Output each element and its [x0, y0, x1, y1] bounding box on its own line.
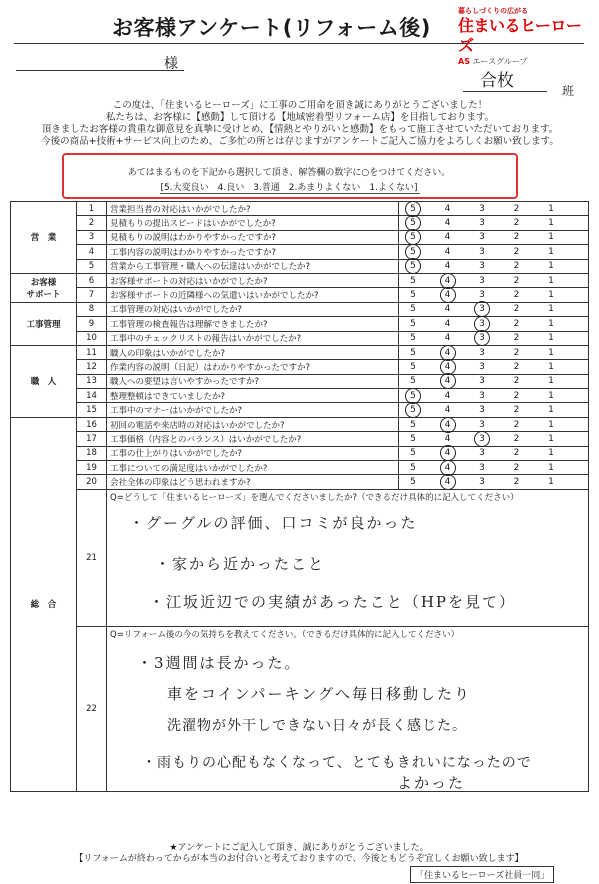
rating-option[interactable]: 5	[410, 477, 416, 488]
question-number: 21	[77, 489, 107, 626]
question-number: 3	[77, 230, 107, 244]
rating-option[interactable]: 3	[479, 246, 485, 257]
question-number: 7	[77, 288, 107, 302]
rating-scale	[407, 333, 557, 343]
rating-option[interactable]: 1	[548, 448, 554, 459]
rating-scale	[407, 319, 557, 329]
customer-suffix: 様	[164, 56, 178, 72]
rating-option[interactable]: 5	[407, 391, 419, 401]
question-number: 13	[77, 374, 107, 388]
question-text: 初回の電話や来店時の対応はいかがでしたか?	[107, 417, 399, 431]
rating-option[interactable]: 4	[442, 290, 454, 300]
rating-option[interactable]: 2	[513, 275, 520, 286]
rating-cell	[399, 461, 589, 475]
handwritten-answer: ・家から近かったこと	[155, 554, 326, 573]
question-text: お客様サポートの近隣様への気遣いはいかがでしたか?	[107, 288, 399, 302]
question-number: 9	[77, 317, 107, 331]
rating-scale	[407, 290, 557, 300]
rating-scale	[407, 463, 557, 473]
rating-option[interactable]: 3	[479, 232, 485, 243]
rating-cell	[399, 345, 589, 359]
handwritten-answer: ・グーグルの評価、口コミが良かった	[129, 513, 418, 532]
question-number: 10	[77, 331, 107, 345]
rating-cell	[399, 389, 589, 403]
handwritten-answer: 車をコインパーキングへ毎日移動したり	[167, 684, 472, 703]
question-number: 20	[77, 475, 107, 489]
rating-cell	[399, 403, 589, 417]
rating-cell	[399, 417, 589, 431]
question-row	[11, 317, 589, 331]
question-text: 営業担当者の対応はいかがでしたか?	[107, 202, 399, 216]
rating-option[interactable]: 3	[476, 304, 488, 314]
rating-option[interactable]: 5	[410, 333, 416, 344]
question-number: 4	[77, 245, 107, 259]
question-number: 1	[77, 202, 107, 216]
handwritten-answer: ・雨もりの心配もなくなって、とてもきれいになったので	[142, 754, 532, 771]
rating-option[interactable]: 2	[513, 448, 520, 459]
rating-option[interactable]: 4	[444, 390, 451, 401]
rating-option[interactable]: 2	[513, 318, 520, 329]
rating-option[interactable]: 1	[548, 290, 554, 301]
rating-option[interactable]: 2	[513, 203, 520, 214]
rating-option[interactable]: 4	[444, 203, 451, 214]
rating-scale	[407, 247, 557, 257]
rating-cell	[399, 446, 589, 460]
rating-option[interactable]: 3	[479, 290, 485, 301]
question-row	[11, 288, 589, 302]
rating-option[interactable]: 2	[513, 361, 520, 372]
footer-signature: 「住まいるヒーローズ社員一同」	[410, 866, 554, 883]
question-text: 工事中のマナーはいかがでしたか?	[107, 403, 399, 417]
question-number: 17	[77, 432, 107, 446]
rating-option[interactable]: 3	[479, 419, 485, 430]
rating-option[interactable]: 1	[548, 361, 554, 372]
rating-option[interactable]: 2	[513, 405, 520, 416]
footer-message: 【リフォームが終わってからが本当のお付合いと考えておりますので、今後ともどうぞ宜しくお願い致します】	[74, 854, 524, 864]
rating-option[interactable]: 3	[479, 405, 485, 416]
rating-scale	[407, 434, 557, 444]
rating-option[interactable]: 4	[444, 304, 451, 315]
rating-option[interactable]: 3	[479, 347, 485, 358]
rating-option[interactable]: 2	[513, 232, 520, 243]
rating-option[interactable]: 3	[479, 203, 485, 214]
rating-option[interactable]: 4	[444, 318, 451, 329]
rating-option[interactable]: 3	[476, 333, 488, 343]
question-text: 整理整頓はできていましたか?	[107, 389, 399, 403]
question-text: 工事管理の検査報告は理解できましたか?	[107, 317, 399, 331]
rating-option[interactable]: 3	[476, 319, 488, 329]
handwritten-answer: 洗濯物が外干しできない日々が長く感じた。	[167, 717, 467, 734]
rating-option[interactable]: 5	[407, 247, 419, 257]
rating-cell	[399, 245, 589, 259]
rating-cell	[399, 302, 589, 316]
footer-thanks: ★アンケートにご記入して頂き、誠にありがとうございました。	[169, 843, 429, 853]
question-row	[11, 331, 589, 345]
rating-scale	[407, 348, 557, 358]
rating-option[interactable]: 2	[513, 246, 520, 257]
question-row	[11, 360, 589, 374]
question-row	[11, 259, 589, 273]
question-row	[11, 446, 589, 460]
question-row	[11, 475, 589, 489]
question-number: 8	[77, 302, 107, 316]
rating-option[interactable]: 4	[444, 405, 451, 416]
footer	[10, 843, 588, 865]
rating-cell	[399, 273, 589, 287]
rating-option[interactable]: 5	[410, 290, 416, 301]
question-prompt-21: Q=どうして「住まいるヒーローズ」を選んでくださいましたか?（できるだけ具体的に記入してください）	[110, 492, 519, 503]
rating-option[interactable]: 1	[548, 462, 554, 473]
rating-option[interactable]: 2	[513, 462, 520, 473]
rating-option[interactable]: 3	[479, 376, 485, 387]
category-label: 職 人	[11, 345, 77, 417]
rating-option[interactable]: 5	[407, 261, 419, 271]
rating-option[interactable]: 5	[407, 232, 419, 242]
rating-option[interactable]: 5	[407, 218, 419, 228]
rating-option[interactable]: 2	[513, 347, 520, 358]
rating-option[interactable]: 5	[407, 204, 419, 214]
rating-option[interactable]: 5	[410, 376, 416, 387]
logo-group	[458, 56, 588, 67]
rating-option[interactable]: 4	[444, 433, 451, 444]
rating-scale	[407, 304, 557, 314]
rating-option[interactable]: 1	[548, 390, 554, 401]
question-text: 職人の印象はいかがでしたか?	[107, 345, 399, 359]
question-text: 会社全体の印象はどう思われますか?	[107, 475, 399, 489]
instructions-underline	[160, 193, 420, 194]
question-text: 見積もりの提出スピードはいかがでしたか?	[107, 216, 399, 230]
intro-line: 頂きましたお客様の貴重な御意見を真摯に受けとめ、【情熱とやりがいと感動】をもって施工させていただいております。	[41, 124, 559, 135]
rating-option[interactable]: 2	[513, 419, 520, 430]
question-number: 5	[77, 259, 107, 273]
rating-option[interactable]: 4	[442, 362, 454, 372]
rating-option[interactable]: 1	[548, 376, 554, 387]
rating-option[interactable]: 5	[410, 318, 416, 329]
question-text: 工事についての満足度はいかがでしたか?	[107, 461, 399, 475]
category-label: 営 業	[11, 202, 77, 274]
rating-scale	[407, 420, 557, 430]
rating-option[interactable]: 2	[513, 304, 520, 315]
rating-cell	[399, 317, 589, 331]
rating-option[interactable]: 3	[479, 477, 485, 488]
rating-cell	[399, 202, 589, 216]
rating-option[interactable]: 3	[479, 462, 485, 473]
rating-option[interactable]: 3	[479, 261, 485, 272]
rating-cell	[399, 360, 589, 374]
rating-option[interactable]: 4	[444, 246, 451, 257]
rating-scale	[407, 391, 557, 401]
question-row	[11, 345, 589, 359]
handwritten-answer: ・江坂近辺での実績があったこと（HPを見て）	[149, 592, 517, 611]
rating-option[interactable]: 2	[513, 390, 520, 401]
staff-name-line	[463, 91, 547, 92]
handwritten-answer: よかった	[397, 773, 466, 792]
rating-option[interactable]: 4	[442, 448, 454, 458]
question-row	[11, 432, 589, 446]
question-number: 16	[77, 417, 107, 431]
rating-option[interactable]: 1	[548, 419, 554, 430]
rating-option[interactable]: 1	[548, 246, 554, 257]
rating-cell	[399, 331, 589, 345]
question-row	[11, 216, 589, 230]
rating-option[interactable]: 1	[548, 477, 554, 488]
intro-line: 私たちは、お客様に【感動】して頂ける【地域密着型リフォーム店】を目指しております。	[105, 112, 495, 123]
rating-scale	[407, 448, 557, 458]
rating-cell	[399, 230, 589, 244]
instructions-line1: あてはまるものを下記から選択して頂き、解答欄の数字に○をつけてください。	[127, 168, 451, 178]
rating-option[interactable]: 3	[479, 275, 485, 286]
rating-option[interactable]: 3	[479, 448, 485, 459]
rating-option[interactable]: 4	[442, 348, 454, 358]
question-text: お客様サポートの対応はいかがでしたか?	[107, 273, 399, 287]
question-row	[11, 461, 589, 475]
rating-option[interactable]: 5	[410, 448, 416, 459]
question-number: 15	[77, 403, 107, 417]
question-text: 作業内容の説明（日記）はわかりやすかったですか?	[107, 360, 399, 374]
rating-cell	[399, 259, 589, 273]
rating-option[interactable]: 4	[444, 261, 451, 272]
rating-option[interactable]: 2	[513, 333, 520, 344]
rating-option[interactable]: 5	[407, 405, 419, 415]
free-answer-row-22	[11, 626, 589, 791]
rating-option[interactable]: 4	[442, 477, 454, 487]
rating-option[interactable]: 1	[548, 261, 554, 272]
rating-option[interactable]: 1	[548, 304, 554, 315]
rating-cell	[399, 432, 589, 446]
instructions-line2: [5.大変良い 4.良い 3.普通 2.あまりよくない 1.よくない]	[160, 183, 418, 193]
question-text: 工事中のチェックリストの報告はいかがでしたか?	[107, 331, 399, 345]
rating-option[interactable]: 2	[513, 376, 520, 387]
rating-option[interactable]: 1	[548, 232, 554, 243]
question-text: 工事管理の対応はいかがでしたか?	[107, 302, 399, 316]
rating-option[interactable]: 5	[410, 462, 416, 473]
question-row	[11, 245, 589, 259]
logo-group-mark: AS	[458, 57, 470, 66]
rating-option[interactable]: 4	[442, 376, 454, 386]
rating-cell	[399, 374, 589, 388]
rating-option[interactable]: 1	[548, 347, 554, 358]
question-row	[11, 273, 589, 287]
rating-cell	[399, 288, 589, 302]
customer-name-line	[16, 70, 184, 71]
rating-option[interactable]: 4	[442, 276, 454, 286]
intro-text	[10, 100, 590, 148]
rating-option[interactable]: 3	[479, 390, 485, 401]
rating-option[interactable]: 3	[479, 218, 485, 229]
question-row	[11, 230, 589, 244]
staff-name: 合枚	[480, 71, 514, 91]
question-number: 19	[77, 461, 107, 475]
rating-option[interactable]: 3	[476, 434, 488, 444]
rating-option[interactable]: 1	[548, 275, 554, 286]
question-row	[11, 417, 589, 431]
rating-cell	[399, 475, 589, 489]
question-number: 11	[77, 345, 107, 359]
question-text: 見積もりの説明はわかりやすかったですか?	[107, 230, 399, 244]
rating-option[interactable]: 5	[410, 347, 416, 358]
free-answer-row-21	[11, 489, 589, 626]
logo-name-part2: ヒーローズ	[458, 16, 582, 55]
rating-option[interactable]: 2	[513, 261, 520, 272]
rating-scale	[407, 376, 557, 386]
rating-cell	[399, 216, 589, 230]
question-number: 22	[77, 626, 107, 791]
question-text: 工事内容の説明はわかりやすかったですか?	[107, 245, 399, 259]
rating-option[interactable]: 5	[410, 275, 416, 286]
rating-option[interactable]: 5	[410, 419, 416, 430]
rating-option[interactable]: 5	[410, 433, 416, 444]
rating-option[interactable]: 4	[444, 232, 451, 243]
answer-box-21[interactable]	[107, 489, 589, 626]
question-text: 営業から工事管理・職人への伝達はいかがでしたか?	[107, 259, 399, 273]
rating-option[interactable]: 4	[444, 333, 451, 344]
rating-option[interactable]: 1	[548, 218, 554, 229]
rating-scale	[407, 261, 557, 271]
question-text: 工事価格（内容とのバランス）はいかがでしたか?	[107, 432, 399, 446]
answer-box-22[interactable]	[107, 626, 589, 791]
rating-scale	[407, 477, 557, 487]
intro-line: 今後の商品+技術+サービス向上のため、ご多忙の所とは存じますがアンケートご記入ご協力をよろしくお願い致します。	[41, 136, 559, 147]
question-prompt-22: Q=リフォーム後の今の気持ちを教えてください。（できるだけ具体的に記入してください）	[110, 629, 460, 640]
rating-option[interactable]: 4	[442, 420, 454, 430]
rating-option[interactable]: 1	[548, 203, 554, 214]
rating-option[interactable]: 4	[442, 463, 454, 473]
rating-scale	[407, 204, 557, 214]
question-number: 6	[77, 273, 107, 287]
logo-name	[458, 16, 588, 56]
rating-option[interactable]: 1	[548, 405, 554, 416]
question-row	[11, 302, 589, 316]
rating-scale	[407, 276, 557, 286]
intro-line: この度は、「住まいるヒーローズ」に工事のご用命を頂き誠にありがとうございました！	[112, 100, 488, 111]
rating-option[interactable]: 3	[479, 361, 485, 372]
question-number: 18	[77, 446, 107, 460]
rating-option[interactable]: 4	[444, 218, 451, 229]
rating-scale	[407, 218, 557, 228]
rating-option[interactable]: 1	[548, 433, 554, 444]
logo-name-part1: 住まいる	[458, 16, 521, 35]
company-logo	[458, 6, 588, 66]
rating-scale	[407, 232, 557, 242]
category-label: 総 合	[11, 417, 77, 791]
rating-option[interactable]: 2	[513, 290, 520, 301]
question-number: 14	[77, 389, 107, 403]
rating-option[interactable]: 5	[410, 304, 416, 315]
question-text: 職人への要望は言いやすかったですか?	[107, 374, 399, 388]
handwritten-answer: ・3週間は長かった。	[137, 653, 302, 672]
question-row	[11, 202, 589, 216]
rating-scale	[407, 362, 557, 372]
team-suffix: 班	[562, 84, 575, 98]
rating-option[interactable]: 5	[410, 361, 416, 372]
logo-tagline: 暮らしづくりの広がる	[458, 7, 528, 15]
question-row	[11, 374, 589, 388]
rating-option[interactable]: 1	[548, 333, 554, 344]
rating-option[interactable]: 1	[548, 318, 554, 329]
question-number: 12	[77, 360, 107, 374]
rating-scale	[407, 405, 557, 415]
rating-option[interactable]: 2	[513, 477, 520, 488]
category-label: お客様 サポート	[11, 273, 77, 302]
category-label: 工事管理	[11, 302, 77, 345]
page-title: お客様アンケート(リフォーム後)	[112, 16, 431, 40]
rating-option[interactable]: 2	[513, 218, 520, 229]
question-row	[11, 403, 589, 417]
question-row	[11, 389, 589, 403]
rating-option[interactable]: 2	[513, 433, 520, 444]
survey-table	[10, 201, 589, 792]
question-number: 2	[77, 216, 107, 230]
logo-group-name: エースグループ	[472, 57, 528, 66]
question-text: 工事の仕上がりはいかがでしたか?	[107, 446, 399, 460]
